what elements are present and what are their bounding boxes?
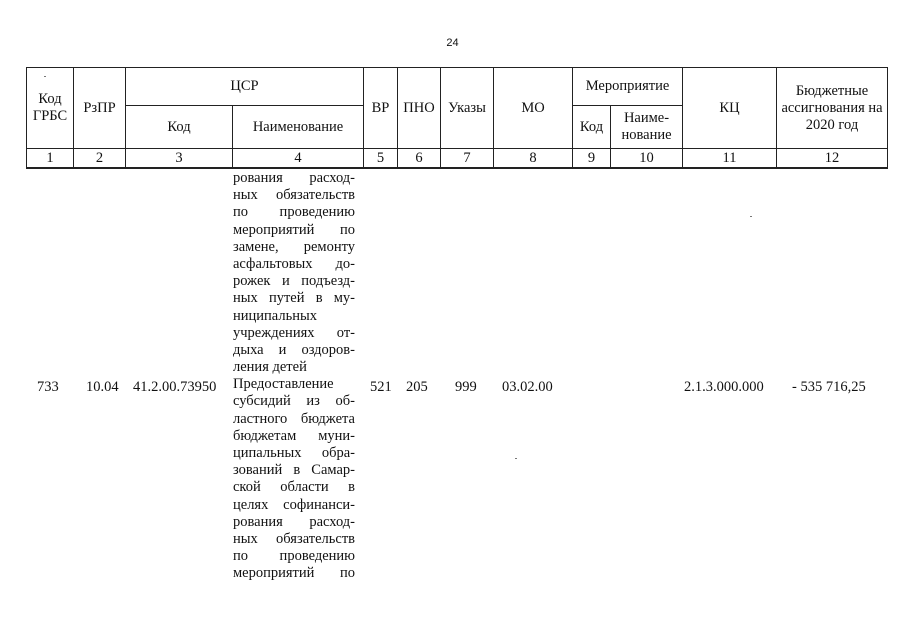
name-line: ластного бюджета — [233, 410, 355, 427]
column-number: 2 — [74, 149, 126, 169]
row-name-text — [233, 170, 355, 583]
header-mer-name: Наиме-нование — [611, 106, 683, 149]
column-number: 11 — [683, 149, 777, 169]
row-rzpr: 10.04 — [86, 379, 119, 395]
header-meropriyatie: Мероприятие — [573, 68, 683, 106]
name-line: ской области в — [233, 479, 355, 496]
name-line: мероприятий по — [233, 221, 355, 238]
column-number: 5 — [364, 149, 398, 169]
budget-table-header — [26, 67, 888, 169]
row-mo: 03.02.00 — [502, 379, 553, 395]
name-line: асфальтовых до- — [233, 255, 355, 272]
name-line: целях софинанси- — [233, 496, 355, 513]
column-number: 6 — [398, 149, 441, 169]
row-kod-grbs: 733 — [37, 379, 59, 395]
name-line: ных обязательств — [233, 530, 355, 547]
name-line: дыха и оздоров- — [233, 341, 355, 358]
header-ukazy: Указы — [441, 68, 494, 149]
row-ukazy: 999 — [455, 379, 477, 395]
header-csr: ЦСР — [126, 68, 364, 106]
row-csr-kod: 41.2.00.73950 — [133, 379, 217, 395]
name-line: Предоставление — [233, 376, 334, 393]
header-csr-name: Наименование — [233, 106, 364, 149]
name-line: ниципальных — [233, 307, 317, 324]
name-line: замене, ремонту — [233, 238, 355, 255]
name-line: рования расход- — [233, 170, 355, 186]
name-line: ных обязательств — [233, 187, 355, 204]
header-mer-kod: Код — [573, 106, 611, 149]
scan-speck — [515, 458, 517, 459]
row-kc: 2.1.3.000.000 — [684, 379, 764, 395]
column-number: 8 — [494, 149, 573, 169]
header-budget: Бюджетные ассигнования на 2020 год — [777, 68, 888, 149]
row-pno: 205 — [406, 379, 428, 395]
scan-speck — [750, 216, 752, 217]
column-number: 7 — [441, 149, 494, 169]
header-kod-grbs: Код ГРБС — [27, 68, 74, 149]
column-number: 1 — [27, 149, 74, 169]
name-line: зований в Самар- — [233, 462, 355, 479]
name-line: ления детей — [233, 359, 307, 376]
name-line: учреждениях от- — [233, 324, 355, 341]
row-amount: - 535 716,25 — [792, 379, 866, 395]
header-csr-kod: Код — [126, 106, 233, 149]
scan-speck — [44, 76, 46, 77]
name-line: рования расход- — [233, 513, 355, 530]
name-line: бюджетам муни- — [233, 427, 355, 444]
column-number: 9 — [573, 149, 611, 169]
header-vr: ВР — [364, 68, 398, 149]
name-line: субсидий из об- — [233, 393, 355, 410]
name-line: ных путей в му- — [233, 290, 355, 307]
column-number: 3 — [126, 149, 233, 169]
header-pno: ПНО — [398, 68, 441, 149]
name-line: рожек и подъезд- — [233, 273, 355, 290]
page-number: 24 — [446, 37, 459, 49]
row-vr: 521 — [370, 379, 392, 395]
column-number: 12 — [777, 149, 888, 169]
name-line: мероприятий по — [233, 565, 355, 582]
header-rzpr: РзПР — [74, 68, 126, 149]
name-line: по проведению — [233, 204, 355, 221]
name-line: по проведению — [233, 548, 355, 565]
column-number: 10 — [611, 149, 683, 169]
column-number: 4 — [233, 149, 364, 169]
header-mo: МО — [494, 68, 573, 149]
name-line: ципальных обра- — [233, 445, 355, 461]
header-kc: КЦ — [683, 68, 777, 149]
